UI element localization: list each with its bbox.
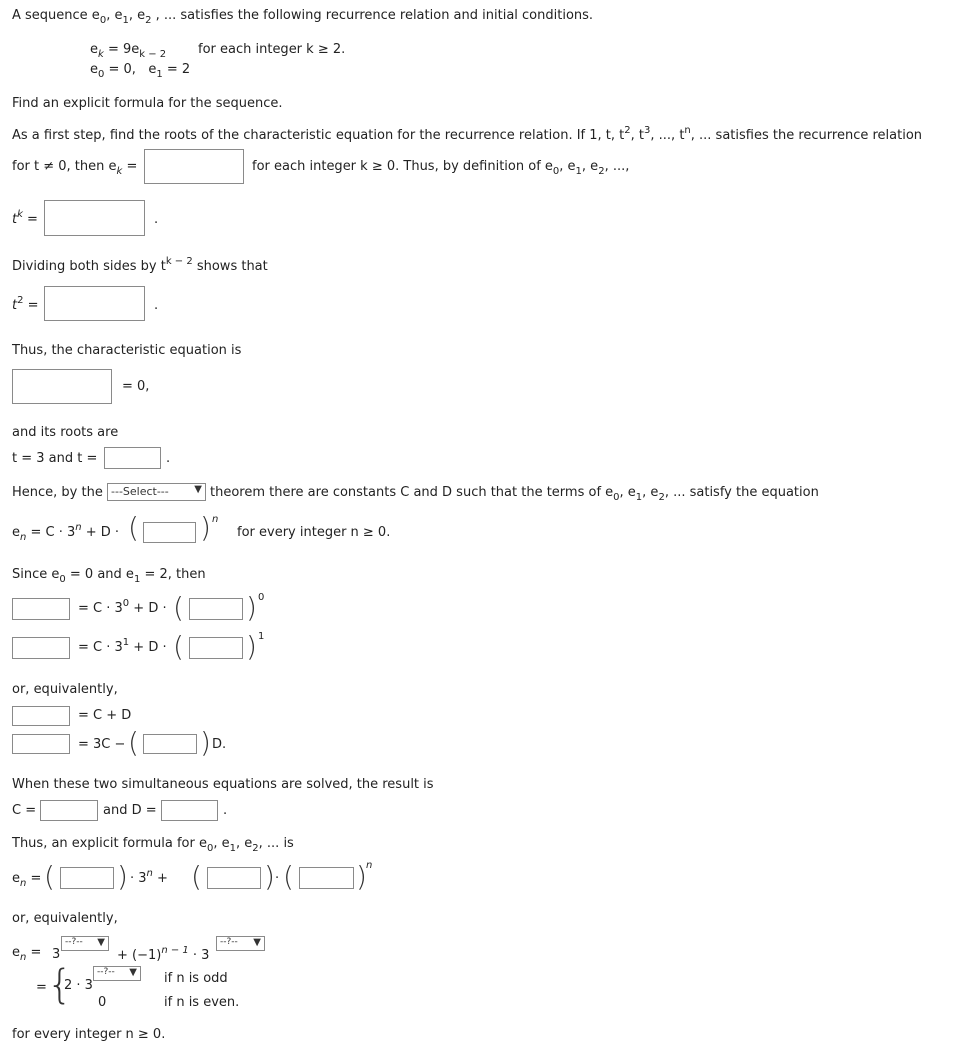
piece-exponent-select[interactable]: --?-- ▼ [93, 966, 141, 981]
char-eq-rhs: = 0, [122, 379, 150, 394]
char-eq-intro: Thus, the characteristic equation is [12, 343, 242, 358]
alt-exponent-select-1[interactable]: --?-- ▼ [61, 936, 109, 951]
equiv2-text: or, equivalently, [12, 911, 118, 926]
eq0-exponent: 0 [258, 592, 265, 603]
e1-value-input[interactable] [12, 637, 70, 659]
paren-right: ) [246, 591, 257, 624]
lin1-text: = C + D [78, 708, 132, 723]
hence-a: Hence, by the [12, 485, 103, 500]
paren-left: ( [173, 630, 184, 663]
paren-right: ) [200, 726, 211, 759]
lin2-input[interactable] [12, 734, 70, 754]
final-mid: · $3^n$ + [130, 868, 168, 886]
second-root-input[interactable] [143, 522, 196, 543]
first-step-text: As a first step, find the roots of the characteristic equation for the recurrence relation. If 1, t, $t^2$, $t^3$, ..., $t^n$, ... satisfies the recurrence relation [12, 125, 923, 143]
paren-right: ) [356, 860, 367, 893]
t2-label: $t^2$ = [12, 295, 39, 313]
piecewise-brace: { [47, 962, 73, 1008]
e0-value-input[interactable] [12, 598, 70, 620]
recurrence-relation: $e_k = 9e_{k - 2}$ [90, 42, 167, 60]
c-label: C = [12, 803, 37, 818]
d-input[interactable] [161, 800, 218, 821]
cd-period: . [223, 803, 228, 818]
divide-text: Dividing both sides by $t^{k - 2}$ shows that [12, 256, 268, 274]
alt-lhs: $e_n$ = [12, 945, 42, 963]
piece-even-condition: if n is even. [164, 995, 240, 1010]
general-tail: for every integer n ≥ 0. [237, 525, 391, 540]
t2-period: . [154, 298, 159, 313]
eq1-text: = $C \cdot 3^1 + D$ · [78, 637, 167, 655]
lin2-coef-input[interactable] [143, 734, 197, 754]
paren-left: ( [191, 860, 202, 893]
eq1-exponent: 1 [258, 631, 265, 642]
eq0-root-input[interactable] [189, 598, 243, 620]
d-label: and D = [103, 803, 157, 818]
paren-right: ) [264, 860, 275, 893]
final-c-input[interactable] [60, 867, 114, 889]
t2-answer-input[interactable] [44, 286, 145, 321]
final-lhs: $e_n$ = [12, 871, 42, 889]
lin2-text: = 3C − [78, 737, 126, 752]
char-eq-input[interactable] [12, 369, 112, 404]
final-exponent: n [366, 860, 373, 871]
final-root-input[interactable] [299, 867, 354, 889]
tk-answer-input[interactable] [44, 200, 145, 236]
find-instruction: Find an explicit formula for the sequence. [12, 96, 283, 111]
equiv1-text: or, equivalently, [12, 682, 118, 697]
lin2-tail: D. [212, 737, 227, 752]
final-dot: · [275, 871, 280, 886]
since-text: Since $e_0 = 0$ and $e_1 = 2$, then [12, 567, 206, 585]
general-equation: $e_n = C \cdot 3^n + D$ · [12, 522, 120, 543]
roots-intro: and its roots are [12, 425, 119, 440]
recurrence-condition: for each integer k ≥ 2. [198, 42, 346, 57]
alt-exponent-select-2[interactable]: --?-- ▼ [216, 936, 265, 951]
paren-left: ( [128, 726, 139, 759]
tk-label: $t^k$ = [12, 209, 38, 227]
general-exponent: n [212, 514, 219, 525]
chevron-down-icon: ▼ [129, 967, 137, 978]
piece-eq: = [36, 980, 47, 995]
footer-text: for every integer n ≥ 0. [12, 1027, 166, 1042]
fort-text-a: for t ≠ 0, then $e_k$ = [12, 159, 138, 177]
c-input[interactable] [40, 800, 98, 821]
piece-odd-value: 2 · 3 [64, 978, 93, 993]
chevron-down-icon: ▼ [253, 937, 261, 948]
paren-left: ( [44, 860, 55, 893]
alt-base-three: 3 [52, 947, 61, 962]
chevron-down-icon: ▼ [97, 937, 105, 948]
paren-right: ) [246, 630, 257, 663]
chevron-down-icon: ▼ [194, 484, 202, 495]
roots-period: . [166, 451, 171, 466]
paren-right: ) [117, 860, 128, 893]
intro-line: A sequence $e_0$, $e_1$, $e_2$ , ... satisfies the following recurrence relation and initial conditions. [12, 8, 594, 26]
piece-odd-condition: if n is odd [164, 971, 228, 986]
eq0-text: = $C \cdot 3^0 + D$ · [78, 598, 167, 616]
tk-period: . [154, 212, 159, 227]
solved-text: When these two simultaneous equations are solved, the result is [12, 777, 434, 792]
roots-text: t = 3 and t = [12, 451, 98, 466]
lin1-input[interactable] [12, 706, 70, 726]
paren-left: ( [128, 511, 139, 544]
piece-even-value: 0 [98, 995, 107, 1010]
paren-left: ( [173, 591, 184, 624]
final-d-input[interactable] [207, 867, 261, 889]
root-input[interactable] [104, 447, 161, 469]
initial-conditions: $e_0 = 0$, $e_1 = 2$ [90, 62, 191, 80]
explicit-intro: Thus, an explicit formula for $e_0$, $e_1$, $e_2$, ... is [12, 836, 294, 854]
hence-b: theorem there are constants C and D such that the terms of $e_0$, $e_1$, $e_2$, ... satisfy the equation [210, 485, 819, 503]
theorem-select[interactable]: ---Select--- ▼ [107, 483, 206, 501]
alt-middle: + $(-1)^{n - 1} \cdot 3$ [117, 945, 210, 963]
fort-text-b: for each integer k ≥ 0. Thus, by definition of $e_0$, $e_1$, $e_2$, ..., [252, 159, 630, 177]
ek-answer-input[interactable] [144, 149, 244, 184]
paren-right: ) [200, 511, 211, 544]
paren-left: ( [283, 860, 294, 893]
eq1-root-input[interactable] [189, 637, 243, 659]
